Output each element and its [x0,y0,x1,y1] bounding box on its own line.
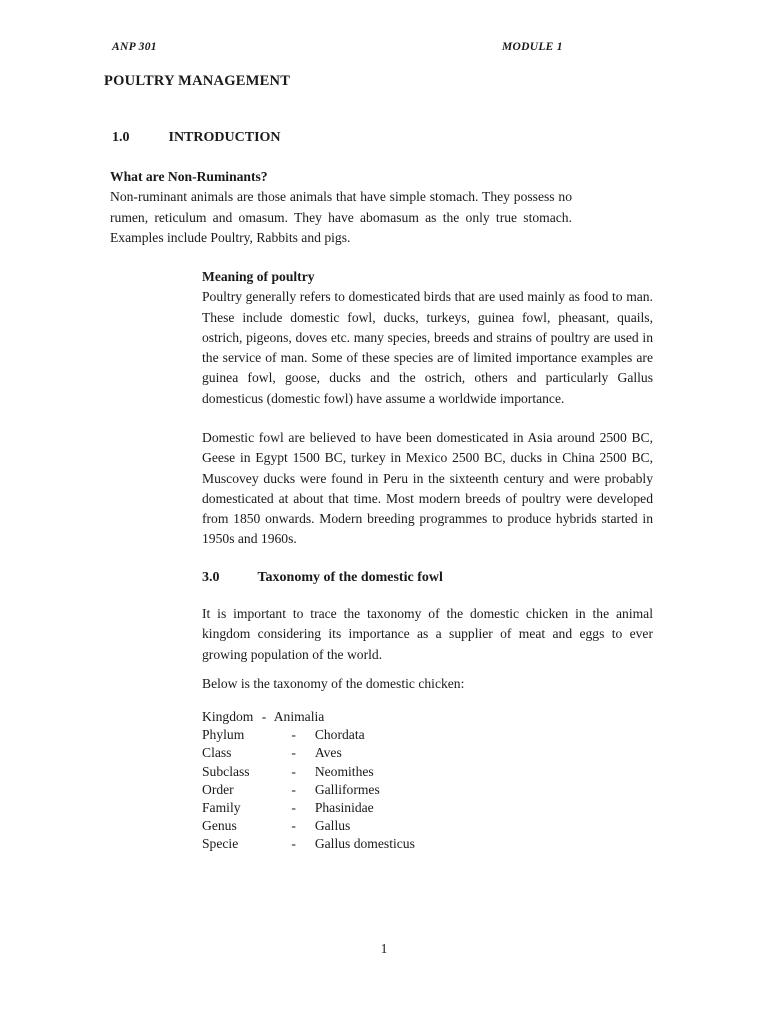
taxonomy-row [202,781,415,799]
page-number: 1 [380,941,388,956]
taxonomy-rank: Genus [202,818,237,834]
taxonomy-separator: - [291,727,296,743]
section-heading-introduction [112,130,281,146]
section-number-taxonomy: 3.0 [202,570,220,585]
taxonomy-separator: - [291,763,296,779]
taxonomy-row [202,708,415,726]
taxonomy-row [202,763,415,781]
section-title-introduction: INTRODUCTION [168,130,281,145]
paragraph-domestication-history: Domestic fowl are believed to have been domesticated in Asia around 2500 BC, Geese in Egypt 1500 BC, turkey in Mexico 2500 BC, ducks in China 2500 BC, Muscovey ducks were found in Peru in the sixteenth century and were probably domesticated at about that time. Most modern breeds of poultry were developed from 1850 onwards. Modern breeding programmes to produce hybrids started in 1950s and 1960s. [202,430,653,547]
domestication-history-block [202,428,653,550]
paragraph-poultry-definition: Poultry generally refers to domesticated birds that are used mainly as food to man. These include domestic fowl, ducks, turkeys, guinea fowl, pheasant, quails, ostrich, pigeons, doves etc. many species, breeds and strains of poultry are used in the service of man. Some of these species are of limited importance examples are guinea fowl, goose, ducks and the ostrich, others and particularly Gallus domesticus (domestic fowl) have assume a worldwide importance. [202,289,653,406]
running-header-course-code: ANP 301 [112,41,157,53]
taxonomy-separator: - [291,836,296,852]
taxonomy-row [202,835,415,853]
subheading-meaning-of-poultry: Meaning of poultry [202,269,315,284]
taxonomy-value: Neomithes [314,763,374,779]
taxonomy-value: Gallus [314,818,351,834]
taxonomy-rank: Order [202,781,234,797]
document-title: POULTRY MANAGEMENT [104,73,291,89]
taxonomy-value: Chordata [314,727,365,743]
running-header-module: MODULE 1 [502,41,563,53]
taxonomy-row [202,817,415,835]
taxonomy-rank: Kingdom [202,709,254,724]
taxonomy-value: Aves [314,745,342,761]
taxonomy-separator: - [291,745,296,761]
paragraph-taxonomy-importance: It is important to trace the taxonomy of the domestic chicken in the animal kingdom considering its importance as a supplier of meat and eggs to ever growing population of the world. [202,606,653,662]
taxonomy-rank: Phylum [202,727,245,743]
taxonomy-rank: Family [202,799,241,815]
paragraph-non-ruminants-definition: Non-ruminant animals are those animals that have simple stomach. They possess no rumen, reticulum and omasum. They have abomasum as the only true stomach. Examples include Poultry, Rabbits and pigs. [110,189,572,245]
taxonomy-separator: - [291,818,296,834]
meaning-of-poultry-block [202,267,653,409]
taxonomy-lead-in-block [202,674,653,694]
non-ruminants-block [110,167,572,248]
taxonomy-row [202,726,415,744]
taxonomy-separator: - [261,709,267,724]
running-header [0,41,768,57]
taxonomy-rank: Specie [202,836,239,852]
subheading-what-are-non-ruminants: What are Non-Ruminants? [110,169,268,184]
taxonomy-rank: Class [202,745,232,761]
taxonomy-row [202,744,415,762]
taxonomy-row [202,799,415,817]
taxonomy-separator: - [291,781,296,797]
section-number-introduction: 1.0 [112,130,130,145]
taxonomy-list [202,708,415,854]
taxonomy-separator: - [291,799,296,815]
taxonomy-value: Gallus domesticus [314,836,415,852]
section-heading-taxonomy [202,570,443,586]
taxonomy-rank: Subclass [202,763,250,779]
taxonomy-importance-block [202,604,653,665]
paragraph-taxonomy-lead-in: Below is the taxonomy of the domestic chicken: [202,676,465,691]
section-title-taxonomy: Taxonomy of the domestic fowl [257,570,443,585]
taxonomy-value: Phasinidae [314,799,374,815]
taxonomy-value: Animalia [273,709,325,724]
taxonomy-value: Galliformes [314,781,380,797]
